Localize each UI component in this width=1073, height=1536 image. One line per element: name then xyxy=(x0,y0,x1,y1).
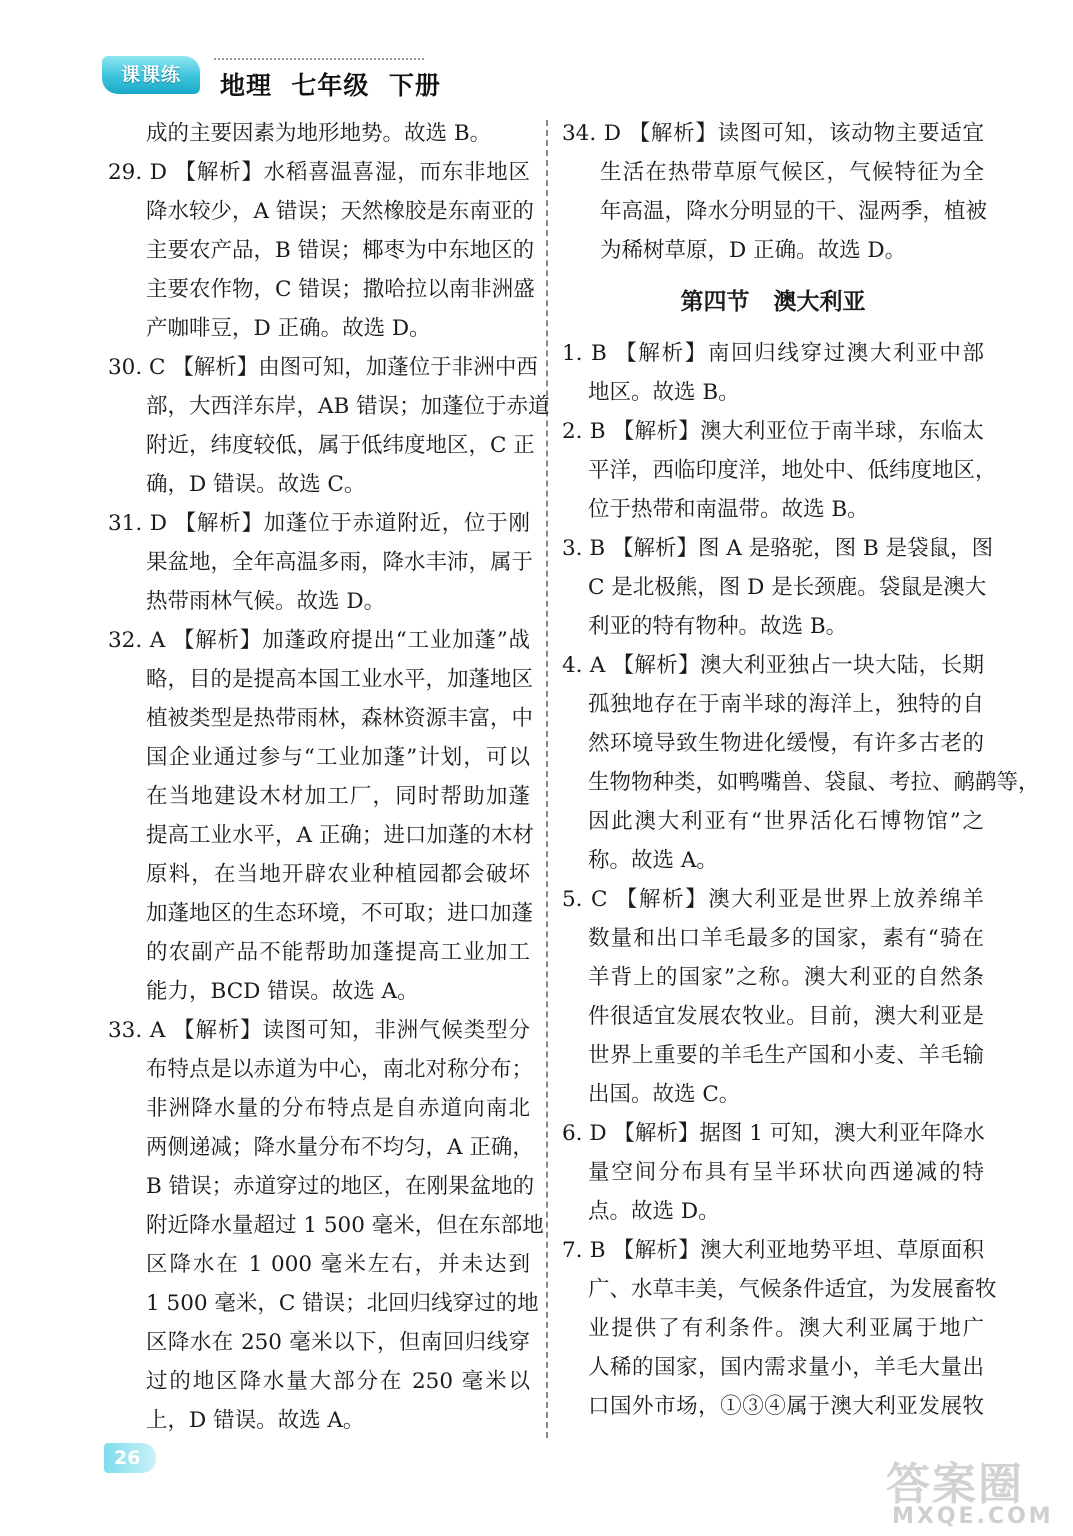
answer-line: 能力，BCD 错误。故选 A。 xyxy=(146,979,419,1004)
answer-line: 平洋，西临印度洋，地处中、低纬度地区， xyxy=(588,458,997,483)
answer-line: 区降水在 250 毫米以下，但南回归线穿 xyxy=(146,1330,530,1355)
section-title: 第四节 澳大利亚 xyxy=(680,289,866,315)
answer-item-start: 34. D 【解析】读图可知，该动物主要适宜 xyxy=(562,121,984,146)
answer-line: 地区。故选 B。 xyxy=(588,380,740,405)
answer-item-start: 32. A 【解析】加蓬政府提出“工业加蓬”战 xyxy=(108,628,530,653)
answer-line: 为稀树草原，D 正确。故选 D。 xyxy=(600,238,907,263)
answer-line: 主要农作物，C 错误；撒哈拉以南非洲盛 xyxy=(146,277,535,302)
column-divider xyxy=(546,120,548,1438)
answer-line: 生活在热带草原气候区，气候特征为全 xyxy=(600,160,984,185)
answer-item-start: 2. B 【解析】澳大利亚位于南半球，东临太 xyxy=(562,419,984,444)
right-column-bottom xyxy=(562,334,1040,1426)
answer-line: 上，D 错误。故选 A。 xyxy=(146,1408,365,1433)
answer-item-start: 30. C 【解析】由图可知，加蓬位于非洲中西 xyxy=(108,355,538,380)
answer-line: 羊背上的国家”之称。澳大利亚的自然条 xyxy=(588,965,984,990)
left-column xyxy=(108,114,550,1440)
right-column-top xyxy=(562,114,988,270)
answer-line: 称。故选 A。 xyxy=(588,848,718,873)
answer-item-start: 4. A 【解析】澳大利亚独占一块大陆，长期 xyxy=(562,653,984,678)
answer-line: 生物物种类，如鸭嘴兽、袋鼠、考拉、鸸鹋等， xyxy=(588,770,1040,795)
answer-line: B 错误；赤道穿过的地区，在刚果盆地的 xyxy=(146,1174,535,1199)
answer-line: 部，大西洋东岸，AB 错误；加蓬位于赤道 xyxy=(146,394,550,419)
answer-line: 略，目的是提高本国工业水平，加蓬地区 xyxy=(146,667,534,692)
answer-line: 位于热带和南温带。故选 B。 xyxy=(588,497,869,522)
page-number: 26 xyxy=(104,1443,156,1473)
answer-line: 植被类型是热带雨林，森林资源丰富，中 xyxy=(146,706,534,731)
answer-line: 然环境导致生物进化缓慢，有许多古老的 xyxy=(588,731,984,756)
answer-line: 1 500 毫米，C 错误；北回归线穿过的地 xyxy=(146,1291,539,1316)
answer-item-start: 3. B 【解析】图 A 是骆驼，图 B 是袋鼠，图 xyxy=(562,536,994,561)
answer-line: 成的主要因素为地形地势。故选 B。 xyxy=(146,121,492,146)
answer-line: 国企业通过参与“工业加蓬”计划，可以 xyxy=(146,745,530,770)
answer-line: 因此澳大利亚有“世界活化石博物馆”之 xyxy=(588,809,984,834)
answer-item-start: 29. D 【解析】水稻喜温喜湿，而东非地区 xyxy=(108,160,530,185)
answer-item-start: 6. D 【解析】据图 1 可知，澳大利亚年降水 xyxy=(562,1121,985,1146)
answer-line: 原料，在当地开辟农业种植园都会破坏 xyxy=(146,862,530,887)
answer-line: 提高工业水平，A 正确；进口加蓬的木材 xyxy=(146,823,534,848)
answer-line: 过的地区降水量大部分在 250 毫米以 xyxy=(146,1369,530,1394)
answer-line: 果盆地，全年高温多雨，降水丰沛，属于 xyxy=(146,550,534,575)
answer-line: 确，D 错误。故选 C。 xyxy=(146,472,366,497)
watermark-logo: 答案圈 xyxy=(886,1459,1024,1510)
answer-item-start: 33. A 【解析】读图可知，非洲气候类型分 xyxy=(108,1018,530,1043)
answer-line: 数量和出口羊毛最多的国家，素有“骑在 xyxy=(588,926,984,951)
answer-line: 加蓬地区的生态环境，不可取；进口加蓬 xyxy=(146,901,534,926)
answer-line: 布特点是以赤道为中心，南北对称分布； xyxy=(146,1057,534,1082)
answer-line: 区降水在 1 000 毫米左右，并未达到 xyxy=(146,1252,530,1277)
answer-line: 孤独地存在于南半球的海洋上，独特的自 xyxy=(588,692,984,717)
answer-line: 点。故选 D。 xyxy=(588,1199,720,1224)
series-logo: 课课练 xyxy=(102,56,200,94)
answer-line: 两侧递减；降水量分布不均匀，A 正确， xyxy=(146,1135,534,1160)
answer-item-start: 31. D 【解析】加蓬位于赤道附近，位于刚 xyxy=(108,511,530,536)
book-title: 地理 七年级 下册 xyxy=(220,71,441,100)
answer-item-start: 7. B 【解析】澳大利亚地势平坦、草原面积 xyxy=(562,1238,984,1263)
answer-line: 年高温，降水分明显的干、湿两季，植被 xyxy=(600,199,988,224)
answer-line: 非洲降水量的分布特点是自赤道向南北 xyxy=(146,1096,530,1121)
right-column xyxy=(562,114,1040,1426)
header-dotted-rule xyxy=(214,58,424,62)
answer-line: 热带雨林气候。故选 D。 xyxy=(146,589,386,614)
answer-line: 利亚的特有物种。故选 B。 xyxy=(588,614,848,639)
answer-line: 在当地建设木材加工厂，同时帮助加蓬 xyxy=(146,784,530,809)
answer-line: 件很适宜发展农牧业。目前，澳大利亚是 xyxy=(588,1004,984,1029)
answer-line: 出国。故选 C。 xyxy=(588,1082,741,1107)
page-header xyxy=(102,52,542,100)
answer-line: 主要农产品，B 错误；椰枣为中东地区的 xyxy=(146,238,535,263)
answer-line: 产咖啡豆，D 正确。故选 D。 xyxy=(146,316,431,341)
watermark-url: MXQE.COM xyxy=(892,1504,1054,1529)
answer-line: 量空间分布具有呈半环状向西递减的特 xyxy=(588,1160,984,1185)
answer-line: 广、水草丰美，气候条件适宜，为发展畜牧 xyxy=(588,1277,997,1302)
watermark xyxy=(886,1448,1066,1530)
answer-line: 降水较少，A 错误；天然橡胶是东南亚的 xyxy=(146,199,534,224)
answer-item-start: 5. C 【解析】澳大利亚是世界上放养绵羊 xyxy=(562,887,984,912)
answer-line: 口国外市场，①③④属于澳大利亚发展牧 xyxy=(588,1394,984,1419)
answer-line: 业提供了有利条件。澳大利亚属于地广 xyxy=(588,1316,984,1341)
answer-line: 的农副产品不能帮助加蓬提高工业加工 xyxy=(146,940,530,965)
answer-line: C 是北极熊，图 D 是长颈鹿。袋鼠是澳大 xyxy=(588,575,987,600)
answer-line: 附近降水量超过 1 500 毫米，但在东部地 xyxy=(146,1213,544,1238)
answer-line: 世界上重要的羊毛生产国和小麦、羊毛输 xyxy=(588,1043,984,1068)
answer-line: 附近，纬度较低，属于低纬度地区，C 正 xyxy=(146,433,535,458)
answer-line: 人稀的国家，国内需求量小，羊毛大量出 xyxy=(588,1355,984,1380)
answer-item-start: 1. B 【解析】南回归线穿过澳大利亚中部 xyxy=(562,341,984,366)
